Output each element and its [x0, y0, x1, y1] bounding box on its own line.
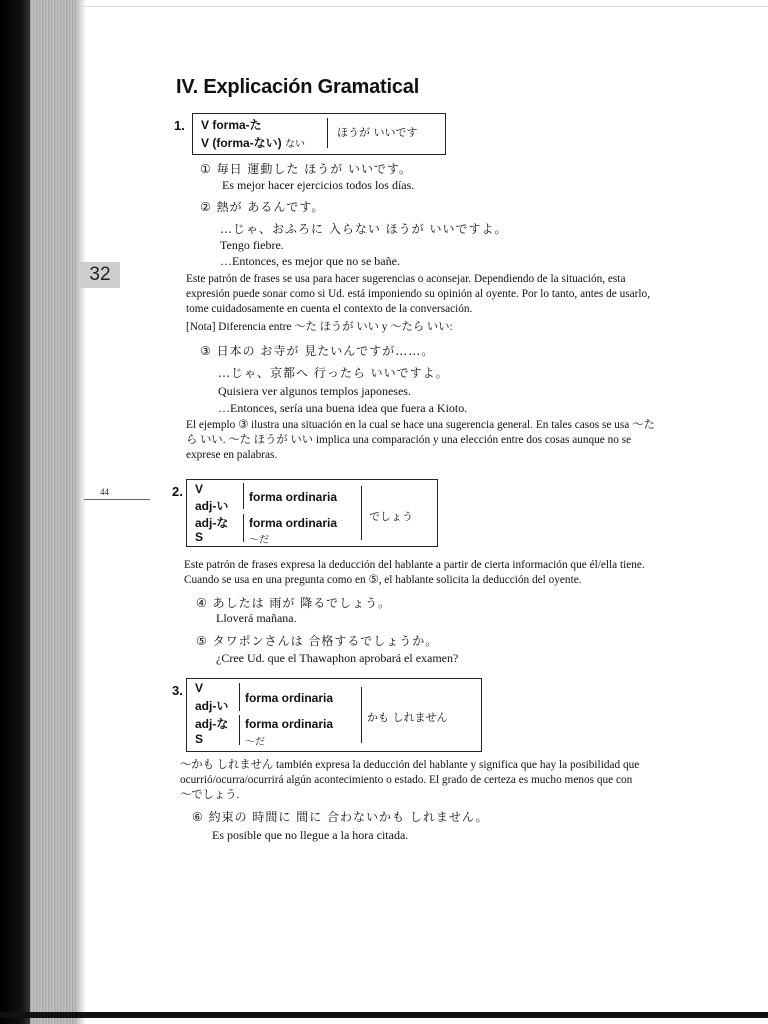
form-line-2: forma ordinaria — [245, 717, 334, 731]
section-3-pattern-box — [186, 678, 482, 752]
row-s: S — [195, 732, 204, 746]
example-5-es: ¿Cree Ud. que el Thawaphon aprobará el examen? — [216, 651, 459, 665]
book-spine-shadow — [0, 0, 30, 1024]
section-1-paragraph-2 — [186, 418, 655, 463]
pattern-line-2-suffix: ない — [285, 139, 306, 150]
section-1-number: 1. — [174, 118, 185, 133]
paragraph-line: ～でしょう. — [180, 789, 240, 801]
paragraph-line: exprese en palabras. — [186, 449, 278, 461]
paragraph-line: Este patrón de frases expresa la deducción del hablante a partir de cierta información que él/ella tiene. — [184, 559, 645, 571]
section-2-number: 2. — [172, 484, 183, 499]
bracket — [243, 514, 244, 542]
bracket — [239, 715, 240, 745]
form-line-1: forma ordinaria — [245, 691, 334, 705]
bracket — [243, 483, 244, 509]
example-2-es: Tengo fiebre. — [220, 238, 284, 252]
row-adj-i: adj-い — [195, 699, 229, 713]
form-sub: ～だ — [249, 535, 269, 546]
paragraph-line: ocurrió/ocurra/ocurrirá algún acontecimiento o estado. El grado de certeza es mucho menos que con — [180, 774, 633, 786]
example-4-es: Lloverá mañana. — [216, 611, 297, 625]
note-line: [Nota] Diferencia entre ～た ほうが いい y ～たら いい: — [186, 321, 453, 333]
example-1-es: Es mejor hacer ejercicios todos los días. — [222, 178, 415, 192]
pattern-right: ほうが いいです — [337, 126, 418, 139]
section-3-paragraph — [180, 758, 639, 803]
example-3-es: Quisiera ver algunos templos japoneses. — [218, 384, 411, 398]
example-1-jp: ① 毎日 運動した ほうが いいです。 — [200, 162, 413, 176]
pattern-line-1: V forma-た — [201, 118, 262, 132]
margin-number: 44 — [100, 487, 109, 497]
paragraph-line: El ejemplo ③ ilustra una situación en la cual se hace una sugerencia general. En tales casos se usa ～た — [186, 419, 655, 431]
section-3-number: 3. — [172, 683, 183, 698]
section-2-paragraph — [184, 558, 645, 588]
example-2b-jp: …じゃ、おふろに 入らない ほうが いいですよ。 — [220, 222, 508, 236]
bracket — [239, 683, 240, 711]
row-s: S — [195, 530, 204, 544]
page-number: 32 — [80, 262, 120, 288]
example-5-jp: ⑤ タワポンさんは 合格するでしょうか。 — [196, 634, 439, 648]
example-3b-jp: …じゃ、京都へ 行ったら いいですよ。 — [218, 366, 449, 380]
bracket — [361, 687, 362, 743]
section-1-paragraph-1 — [186, 272, 650, 317]
bottom-edge — [0, 1012, 768, 1018]
gutter-fade — [76, 0, 86, 1024]
row-v: V — [195, 482, 204, 496]
example-2b-es: …Entonces, es mejor que no se bañe. — [220, 254, 400, 268]
form-sub: ～だ — [245, 737, 265, 748]
bracket — [327, 118, 328, 148]
example-2-jp: ② 熱が あるんです。 — [200, 200, 325, 214]
page-title: IV. Explicación Gramatical — [176, 76, 420, 98]
pattern-line-2-text: V (forma-ない) — [201, 136, 282, 150]
section-2-pattern-box — [186, 479, 438, 547]
bracket — [361, 486, 362, 540]
book-gutter-scan — [30, 0, 80, 1024]
margin-rule — [84, 499, 150, 500]
row-adj-na: adj-な — [195, 717, 229, 731]
paragraph-line: tome cuidadosamente en cuenta el contexto de la conversación. — [186, 303, 473, 315]
pattern-line-2 — [201, 134, 305, 151]
form-line-1: forma ordinaria — [249, 490, 338, 504]
row-v: V — [195, 681, 204, 695]
row-adj-i: adj-い — [195, 499, 229, 513]
top-edge — [80, 6, 768, 7]
example-3-jp: ③ 日本の お寺が 見たいんですが……。 — [200, 344, 435, 358]
pattern-right: かも しれません — [367, 711, 448, 724]
example-6-es: Es posible que no llegue a la hora citada. — [212, 828, 409, 842]
paragraph-line: Este patrón de frases se usa para hacer sugerencias o aconsejar. Dependiendo de la situación, esta — [186, 273, 626, 285]
pattern-right: でしょう — [369, 510, 413, 523]
example-4-jp: ④ あしたは 雨が 降るでしょう。 — [196, 596, 392, 610]
paragraph-line: Cuando se usa en una pregunta como en ⑤, el hablante solicita la deducción del oyente. — [184, 574, 582, 586]
paragraph-line: expresión puede sonar como si Ud. está imponiendo su opinión al oyente. Por lo tanto, antes de usarlo, — [186, 288, 651, 300]
form-line-2: forma ordinaria — [249, 516, 338, 530]
row-adj-na: adj-な — [195, 516, 229, 530]
paragraph-line: ～かも しれません también expresa la deducción del hablante y significa que hay la posibilidad que — [180, 759, 640, 771]
section-1-pattern-box — [192, 113, 446, 155]
example-3b-es: …Entonces, sería una buena idea que fuera a Kioto. — [218, 401, 468, 415]
paragraph-line: ら いい. ～た ほうが いい implica una comparación y una elección entre dos cosas aunque no se — [186, 434, 632, 446]
example-6-jp: ⑥ 約束の 時間に 間に 合わないかも しれません。 — [192, 810, 489, 824]
